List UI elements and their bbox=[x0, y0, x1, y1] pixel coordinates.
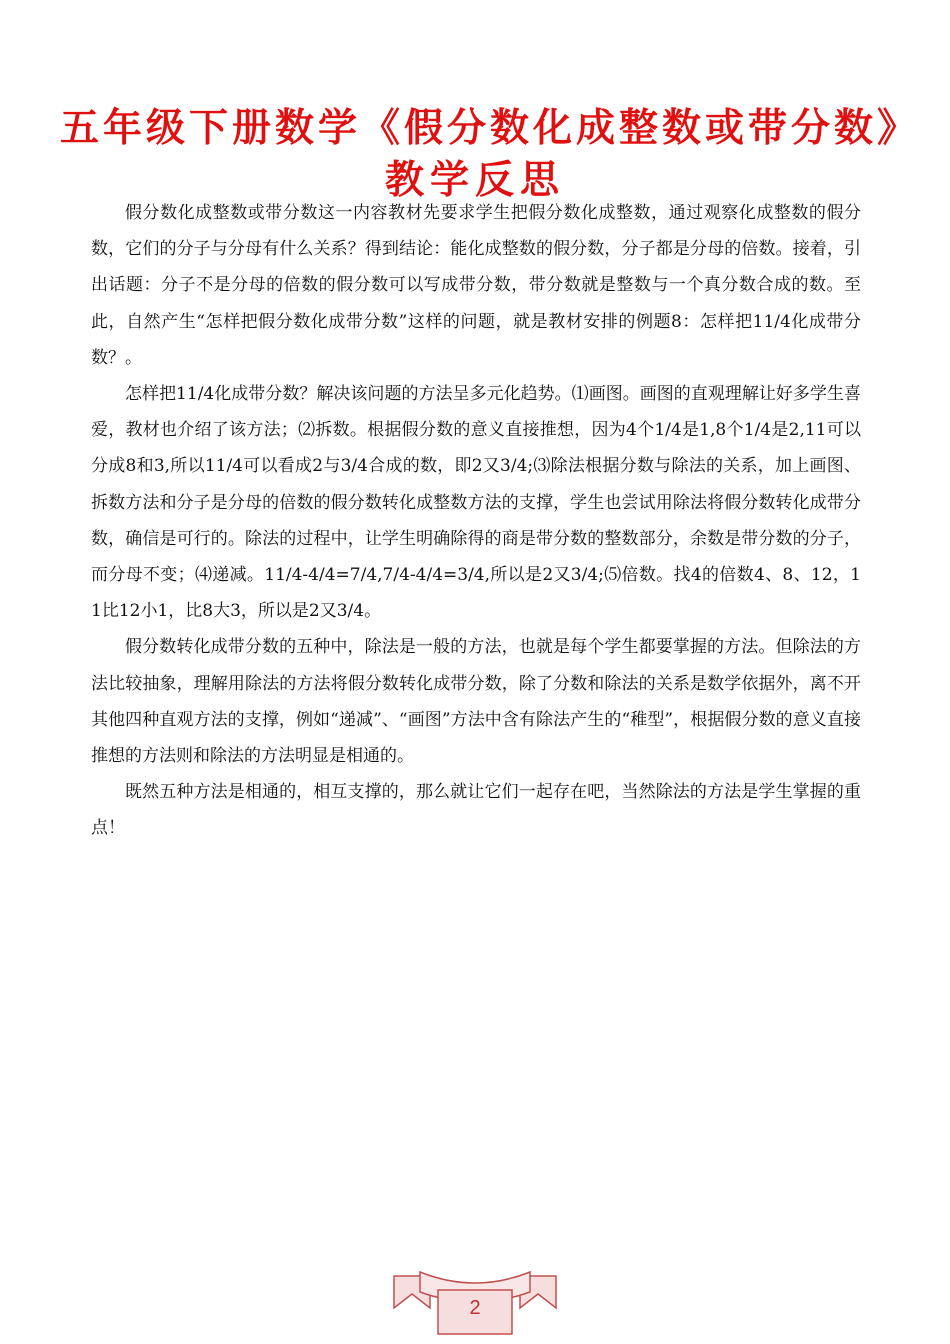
paragraph-2: 怎样把11/4化成带分数？解决该问题的方法呈多元化趋势。⑴画图。画图的直观理解让好多学生喜爱，教材也介绍了该方法；⑵拆数。根据假分数的意义直接推想，因为4个1/4是1,8个1/4是2,11可以分成8和3,所以11/4可以看成2与3/4合成的数，即2又3/4;⑶除法根据分数与除法的关系，加上画图、拆数方法和分子是分母的倍数的假分数转化成整数方法的支撑，学生也尝试用除法将假分数转化成带分数，确信是可行的。除法的过程中，让学生明确除得的商是带分数的整数部分，余数是带分数的分子，而分母不变；⑷递减。11/4-4/4=7/4,7/4-4/4=3/4,所以是2又3/4;⑸倍数。找4的倍数4、8、12，11比12小1，比8大3，所以是2又3/4。 bbox=[91, 384, 861, 622]
paragraph-3: 假分数转化成带分数的五种中，除法是一般的方法，也就是每个学生都要掌握的方法。但除法的方法比较抽象，理解用除法的方法将假分数转化成带分数，除了分数和除法的关系是数学依据外，离不开其他四种直观方法的支撑，例如“递减”、“画图”方法中含有除法产生的“稚型”，根据假分数的意义直接推想的方法则和除法的方法明显是相通的。 bbox=[91, 637, 861, 767]
document-title: 五年级下册数学《假分数化成整数或带分数》 bbox=[60, 106, 921, 151]
page-number-ribbon bbox=[390, 1264, 560, 1336]
paragraph-4: 既然五种方法是相通的，相互支撑的，那么就让它们一起存在吧，当然除法的方法是学生掌握的重点！ bbox=[91, 782, 861, 839]
paragraph-1: 假分数化成整数或带分数这一内容教材先要求学生把假分数化成整数，通过观察化成整数的假分数，它们的分子与分母有什么关系？得到结论：能化成整数的假分数，分子都是分母的倍数。接着，引出话题：分子不是分母的倍数的假分数可以写成带分数，带分数就是整数与一个真分数合成的数。至此，自然产生“怎样把假分数化成带分数”这样的问题，就是教材安排的例题8：怎样把11/4化成带分数？。 bbox=[91, 203, 861, 368]
document-subtitle: 教学反思 bbox=[384, 158, 565, 203]
page-number: 2 bbox=[469, 1297, 481, 1319]
document-body bbox=[91, 195, 861, 847]
